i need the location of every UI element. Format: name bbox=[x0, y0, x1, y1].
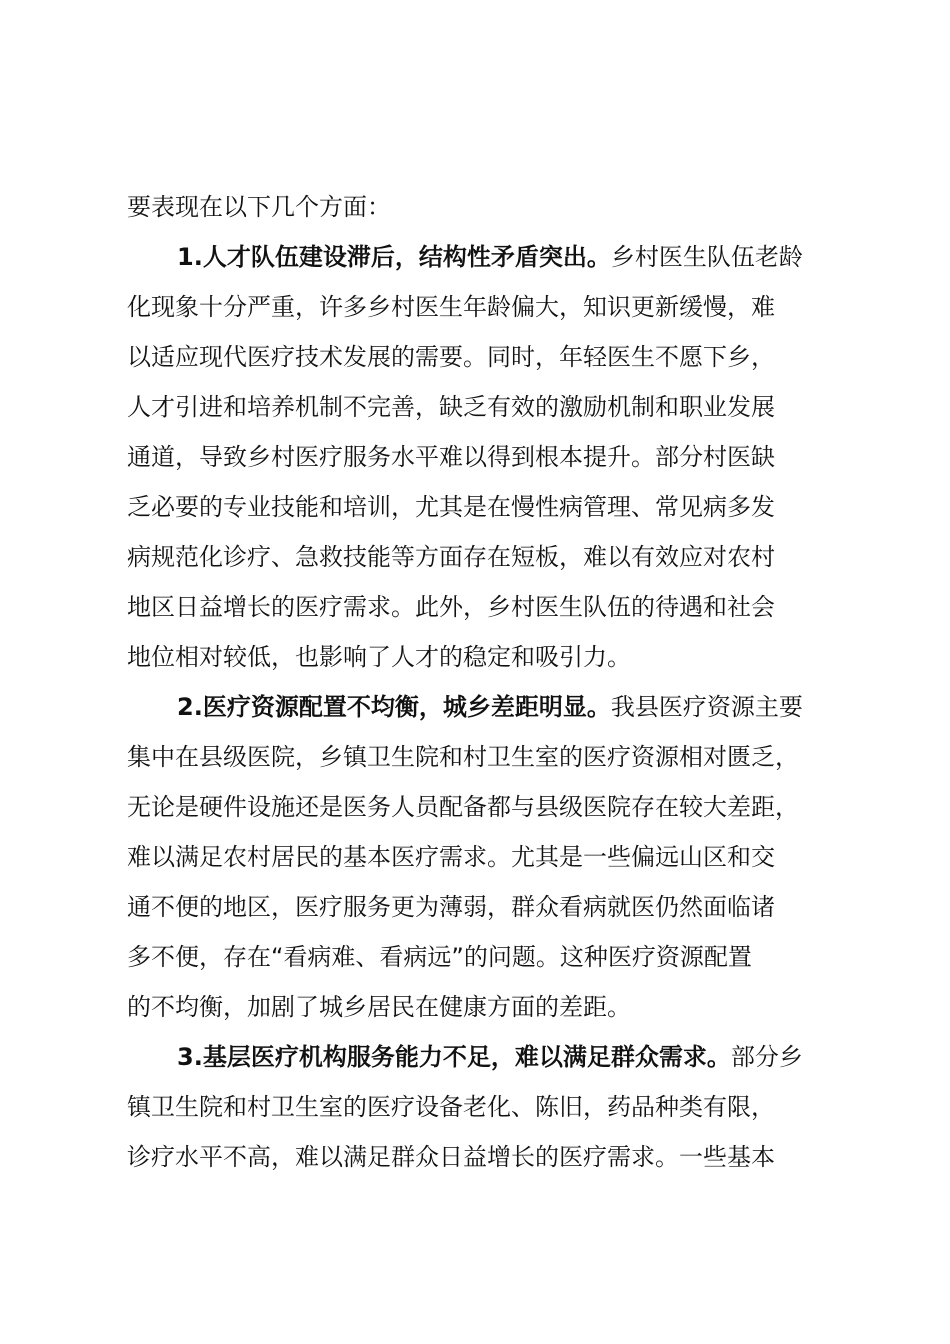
paragraph-line: 无论是硬件设施还是医务人员配备都与县级医院存在较大差距， bbox=[127, 793, 799, 821]
paragraph-line: 难以满足农村居民的基本医疗需求。尤其是一些偏远山区和交 bbox=[127, 843, 775, 871]
section-2 bbox=[127, 682, 833, 1032]
section-3-first-line bbox=[127, 1032, 833, 1082]
paragraph-line: 人才引进和培养机制不完善，缺乏有效的激励机制和职业发展 bbox=[127, 393, 775, 421]
section-2-heading: 2.医疗资源配置不均衡，城乡差距明显。 bbox=[177, 693, 611, 721]
paragraph-line: 通道，导致乡村医疗服务水平难以得到根本提升。部分村医缺 bbox=[127, 443, 775, 471]
paragraph-line: 镇卫生院和村卫生室的医疗设备老化、陈旧，药品种类有限， bbox=[127, 1093, 775, 1121]
paragraph-line: 集中在县级医院，乡镇卫生院和村卫生室的医疗资源相对匮乏， bbox=[127, 743, 799, 771]
section-1 bbox=[127, 232, 833, 682]
paragraph-line: 诊疗水平不高，难以满足群众日益增长的医疗需求。一些基本 bbox=[127, 1143, 775, 1171]
paragraph-line: 以适应现代医疗技术发展的需要。同时，年轻医生不愿下乡， bbox=[127, 343, 775, 371]
section-1-first-line-rest: 乡村医生队伍老龄 bbox=[610, 243, 803, 271]
paragraph-line: 通不便的地区，医疗服务更为薄弱，群众看病就医仍然面临诸 bbox=[127, 893, 775, 921]
paragraph-line: 乏必要的专业技能和培训，尤其是在慢性病管理、常见病多发 bbox=[127, 493, 775, 521]
section-3 bbox=[127, 1032, 833, 1182]
paragraph-line: 地位相对较低，也影响了人才的稳定和吸引力。 bbox=[127, 643, 631, 671]
paragraph-line: 的不均衡，加剧了城乡居民在健康方面的差距。 bbox=[127, 993, 631, 1021]
paragraph-line: 化现象十分严重，许多乡村医生年龄偏大，知识更新缓慢，难 bbox=[127, 293, 775, 321]
paragraph-line: 多不便，存在“看病难、看病远”的问题。这种医疗资源配置 bbox=[127, 943, 752, 971]
intro-line: 要表现在以下几个方面： bbox=[127, 193, 391, 221]
paragraph-line: 病规范化诊疗、急救技能等方面存在短板，难以有效应对农村 bbox=[127, 543, 775, 571]
section-2-first-line-rest: 我县医疗资源主要 bbox=[610, 693, 803, 721]
section-3-first-line-rest: 部分乡 bbox=[730, 1043, 803, 1071]
paragraph-line: 地区日益增长的医疗需求。此外，乡村医生队伍的待遇和社会 bbox=[127, 593, 775, 621]
section-1-first-line bbox=[127, 232, 833, 282]
section-1-heading: 1.人才队伍建设滞后，结构性矛盾突出。 bbox=[177, 243, 611, 271]
section-2-first-line bbox=[127, 682, 833, 732]
document-body bbox=[127, 182, 833, 1182]
section-3-heading: 3.基层医疗机构服务能力不足，难以满足群众需求。 bbox=[177, 1043, 731, 1071]
